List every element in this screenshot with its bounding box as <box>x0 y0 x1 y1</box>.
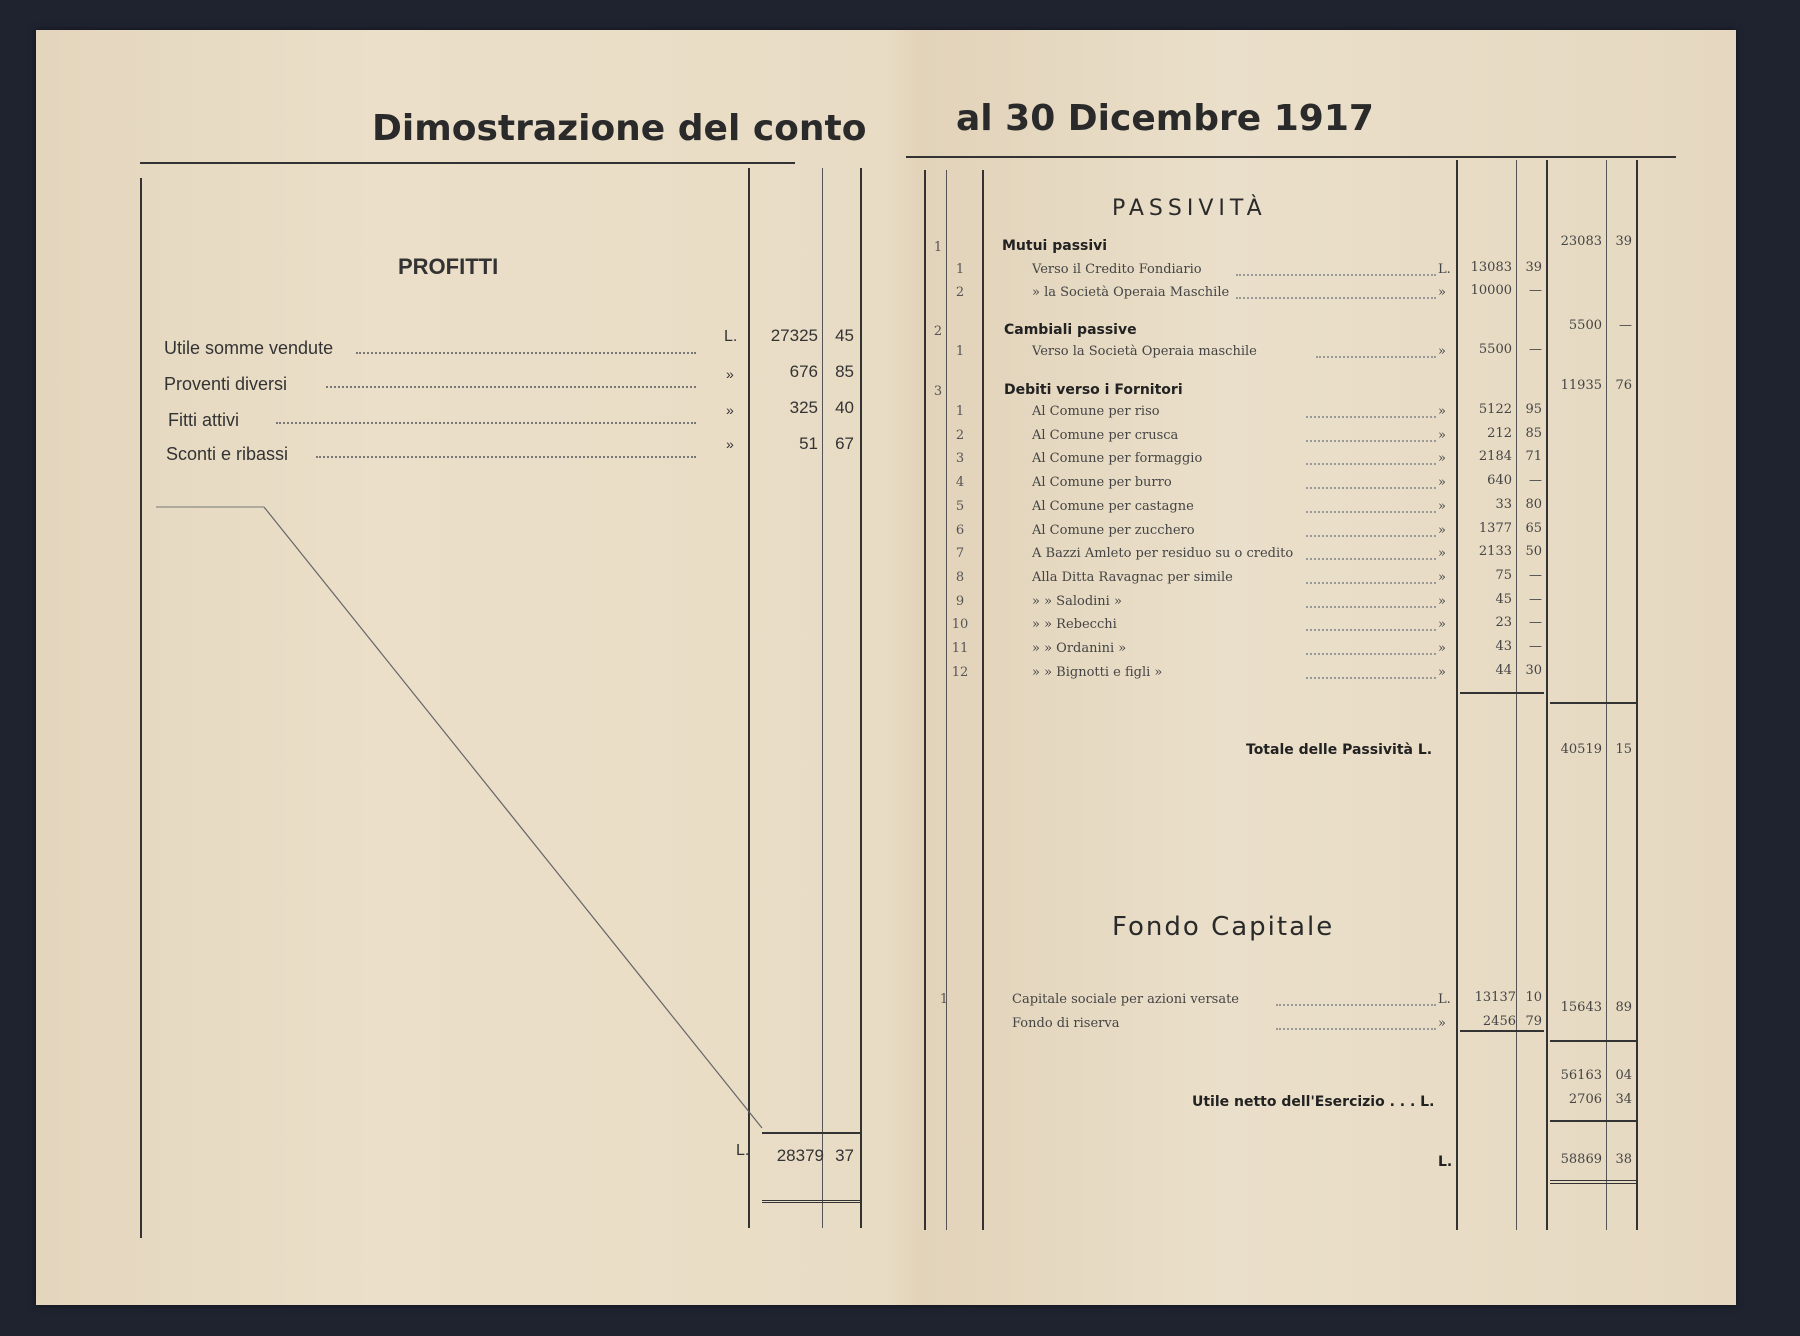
row-marker: » <box>1438 427 1446 443</box>
row-number: 2 <box>955 427 965 443</box>
title-right: al 30 Dicembre 1917 <box>956 98 1374 139</box>
row-marker: » <box>726 366 734 382</box>
row-lire: 5122 <box>1478 402 1512 417</box>
section-title-debiti: Debiti verso i Fornitori <box>1004 382 1183 398</box>
row-marker: L. <box>1438 262 1451 277</box>
row-marker: » <box>1438 664 1446 680</box>
diagonal-cancel-line <box>36 30 936 1305</box>
totale-passivita-cent: 15 <box>1615 742 1632 757</box>
row-cent: — <box>1529 615 1542 631</box>
profitti-total-lire: 28379 <box>776 1146 824 1165</box>
subtotal-lire: 56163 <box>1560 1068 1602 1083</box>
section-title-mutui: Mutui passivi <box>1002 238 1108 254</box>
section-number: 1 <box>933 240 943 255</box>
utile-netto-label: Utile netto dell'Esercizio . . . L. <box>1192 1094 1435 1110</box>
right-col-border-a <box>924 170 926 1230</box>
cent-value: 85 <box>835 362 854 381</box>
row-cent: 80 <box>1525 496 1542 512</box>
total-rule-top <box>762 1132 860 1134</box>
row-cent: 10 <box>1525 990 1542 1005</box>
row-marker: » <box>1438 404 1446 419</box>
row-lire: 75 <box>1495 567 1512 583</box>
row-label: Verso la Società Operaia maschile <box>1032 344 1257 359</box>
row-marker: L. <box>1438 992 1451 1007</box>
leader-dots <box>1306 582 1436 584</box>
row-label: Al Comune per crusca <box>1032 427 1179 443</box>
row-marker: » <box>1438 475 1446 491</box>
row-number: 8 <box>955 569 965 585</box>
row-label: » » Ordanini » <box>1032 641 1127 656</box>
profitti-label: Utile somme vendute <box>164 338 334 358</box>
profitti-total-cent: 37 <box>835 1146 854 1165</box>
row-number: 1 <box>955 404 965 419</box>
row-number: 1 <box>955 344 965 359</box>
row-label: Al Comune per riso <box>1032 404 1160 419</box>
row-cent: — <box>1529 567 1542 583</box>
right-col-border-e <box>1516 160 1517 1230</box>
row-lire: 45 <box>1495 591 1512 607</box>
section-number: 2 <box>933 324 943 339</box>
totale-passivita-label: Totale delle Passività L. <box>1246 742 1433 758</box>
row-lire: 640 <box>1487 473 1512 489</box>
row-cent: — <box>1529 591 1542 607</box>
section-total-lire: 23083 <box>1560 234 1602 249</box>
row-marker: » <box>1438 285 1446 300</box>
right-col-border-h <box>1636 160 1638 1230</box>
leader-dots <box>1306 535 1436 537</box>
row-lire: 23 <box>1495 615 1512 631</box>
utile-rule <box>1550 1120 1636 1122</box>
row-cent: — <box>1529 283 1542 298</box>
row-label: Al Comune per burro <box>1032 475 1172 491</box>
section-total-lire: 11935 <box>1560 378 1602 393</box>
row-marker: » <box>1438 498 1446 514</box>
ledger-sheet <box>36 30 1736 1305</box>
row-marker: » <box>1438 1016 1446 1031</box>
row-label: Al Comune per zucchero <box>1032 522 1195 538</box>
leader-dots <box>1316 356 1436 358</box>
leader-dots <box>1306 511 1436 513</box>
row-cent: 30 <box>1525 662 1542 678</box>
row-number: 10 <box>951 617 969 633</box>
row-cent: 95 <box>1525 402 1542 417</box>
leader-dots <box>1306 653 1436 655</box>
utile-netto-cent: 34 <box>1615 1092 1632 1107</box>
row-marker: » <box>1438 522 1446 538</box>
grand-total-rule <box>1550 1180 1636 1184</box>
row-cent: 65 <box>1525 520 1542 536</box>
row-cent: — <box>1529 639 1542 654</box>
section-total-cent: 76 <box>1615 378 1632 393</box>
row-lire: 33 <box>1495 496 1512 512</box>
row-cent: 79 <box>1525 1014 1542 1029</box>
fondo-total-cent: 89 <box>1615 1000 1632 1015</box>
utile-netto-lire: 2706 <box>1568 1092 1602 1107</box>
leader-dots <box>1306 440 1436 442</box>
row-label: Alla Ditta Ravagnac per simile <box>1032 569 1233 585</box>
cent-value: 40 <box>835 398 854 417</box>
leader-dots <box>1306 558 1436 560</box>
profitti-label: Fitti attivi <box>168 410 240 430</box>
row-number: 2 <box>955 285 965 300</box>
row-marker: » <box>1438 546 1446 562</box>
total-marker: L. <box>736 1142 750 1159</box>
row-number: 1 <box>955 262 965 277</box>
row-lire: 212 <box>1487 425 1512 441</box>
row-label: » » Bignotti e figli » <box>1032 664 1163 680</box>
right-top-rule <box>906 156 1676 158</box>
subtotal-rule-left <box>1460 692 1544 694</box>
leader-dots <box>1276 1028 1436 1030</box>
section-title-cambiali: Cambiali passive <box>1004 322 1137 338</box>
row-marker: » <box>1438 641 1446 656</box>
row-lire: 2184 <box>1478 449 1512 465</box>
leader-dots <box>1306 487 1436 489</box>
row-number: 6 <box>955 522 965 538</box>
leader-dots <box>1306 463 1436 465</box>
fondo-total-lire: 15643 <box>1560 1000 1602 1015</box>
lire-value: 27325 <box>770 326 818 345</box>
row-number: 5 <box>955 498 965 514</box>
fondo-number: 1 <box>939 992 949 1007</box>
row-cent: 71 <box>1525 449 1542 465</box>
row-number: 7 <box>955 546 965 562</box>
row-label: Capitale sociale per azioni versate <box>1012 992 1240 1007</box>
row-label: A Bazzi Amleto per residuo su o credito <box>1032 546 1294 562</box>
leader-dots <box>1236 274 1436 276</box>
title-left: Dimostrazione del conto <box>372 108 867 149</box>
subtotal-rule-right <box>1550 702 1636 704</box>
row-number: 4 <box>955 475 965 491</box>
right-col-border-g <box>1606 160 1607 1230</box>
leader-dots <box>1306 677 1436 679</box>
lire-value: 676 <box>789 362 818 381</box>
row-marker: L. <box>724 328 738 345</box>
row-lire: 5500 <box>1478 342 1512 357</box>
leader-dots <box>1306 416 1436 418</box>
grand-total-marker: L. <box>1438 1154 1453 1170</box>
right-col-border-c <box>982 170 984 1230</box>
row-number: 3 <box>955 451 965 467</box>
profitti-label: Proventi diversi <box>164 374 288 394</box>
leader-dots <box>1306 629 1436 631</box>
row-cent: 50 <box>1525 544 1542 560</box>
row-cent: 85 <box>1525 425 1542 441</box>
section-number: 3 <box>933 384 943 399</box>
cent-value: 45 <box>835 326 854 345</box>
section-total-cent: — <box>1619 318 1632 333</box>
row-label: Fondo di riserva <box>1012 1016 1120 1031</box>
cent-value: 67 <box>835 434 854 453</box>
fondo-rule-right <box>1550 1040 1636 1042</box>
row-cent: 39 <box>1525 260 1542 275</box>
total-rule-bottom <box>762 1200 860 1203</box>
subtotal-cent: 04 <box>1615 1068 1632 1083</box>
row-lire: 43 <box>1495 639 1512 654</box>
row-lire: 13137 <box>1474 990 1516 1005</box>
leader-dots <box>1276 1004 1436 1006</box>
row-lire: 1377 <box>1478 520 1512 536</box>
right-col-border-d <box>1456 160 1458 1230</box>
row-number: 12 <box>951 664 969 680</box>
section-total-cent: 39 <box>1615 234 1632 249</box>
leader-dots <box>1306 606 1436 608</box>
row-lire: 13083 <box>1470 260 1512 275</box>
row-label: » la Società Operaia Maschile <box>1032 285 1230 300</box>
row-cent: — <box>1529 342 1542 357</box>
row-label: » » Rebecchi <box>1032 617 1117 633</box>
row-lire: 2133 <box>1478 544 1512 560</box>
row-lire: 2456 <box>1482 1014 1516 1029</box>
profitti-heading: PROFITTI <box>398 254 499 279</box>
fondo-rule-left <box>1460 1030 1544 1032</box>
row-cent: — <box>1529 473 1542 489</box>
section-total-lire: 5500 <box>1568 318 1602 333</box>
leader-dots <box>1236 297 1436 299</box>
lire-value: 325 <box>789 398 818 417</box>
row-marker: » <box>1438 593 1446 609</box>
grand-total-lire: 58869 <box>1560 1152 1602 1167</box>
row-lire: 10000 <box>1470 283 1512 298</box>
row-label: Al Comune per formaggio <box>1032 451 1203 467</box>
row-marker: » <box>726 402 734 418</box>
grand-total-cent: 38 <box>1615 1152 1632 1167</box>
row-marker: » <box>726 436 734 452</box>
row-marker: » <box>1438 451 1446 467</box>
row-number: 11 <box>951 641 969 656</box>
row-label: » » Salodini » <box>1032 593 1122 609</box>
passivita-heading: PASSIVITÀ <box>1112 196 1267 221</box>
profitti-label: Sconti e ribassi <box>166 444 289 464</box>
fondo-heading: Fondo Capitale <box>1112 912 1335 942</box>
row-marker: » <box>1438 617 1446 633</box>
row-label: Verso il Credito Fondiario <box>1032 262 1202 277</box>
row-marker: » <box>1438 569 1446 585</box>
lire-value: 51 <box>799 434 818 453</box>
row-lire: 44 <box>1495 662 1512 678</box>
row-number: 9 <box>955 593 965 609</box>
totale-passivita-lire: 40519 <box>1560 742 1602 757</box>
row-marker: » <box>1438 344 1446 359</box>
row-label: Al Comune per castagne <box>1032 498 1194 514</box>
